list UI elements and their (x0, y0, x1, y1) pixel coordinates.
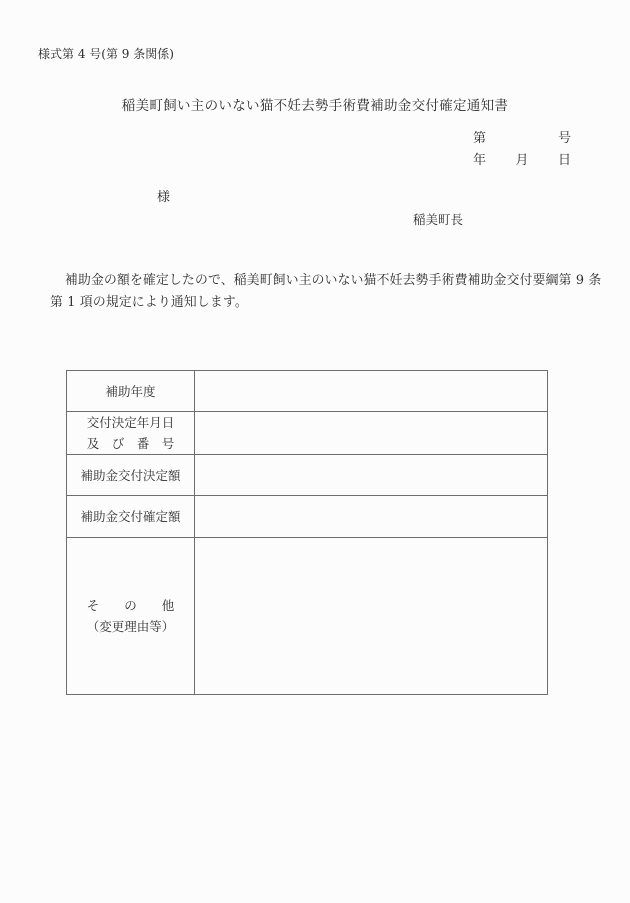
row-label-subsidy-year: 補助年度 (67, 371, 195, 412)
table-row-other (67, 538, 548, 695)
row-value-decision-date-number (195, 412, 548, 455)
date-day-label: 日 (557, 153, 571, 168)
document-title: 稲美町飼い主のいない猫不妊去勢手術費補助金交付確定通知書 (121, 98, 509, 114)
sender-title: 稲美町長 (413, 212, 464, 227)
table-row-confirmed-amount (67, 496, 548, 538)
body-paragraph-line2: 第 1 項の規定により通知します。 (50, 295, 248, 310)
doc-number-suffix: 号 (557, 131, 571, 146)
form-number: 様式第 4 号(第 9 条関係) (38, 47, 174, 61)
date-month-label: 月 (515, 153, 529, 168)
doc-number-line (473, 130, 571, 147)
row-value-decided-amount (195, 455, 548, 496)
addressee-honorific: 様 (157, 190, 171, 205)
body-paragraph-line1: 補助金の額を確定したので、稲美町飼い主のいない猫不妊去勢手術費補助金交付要綱第 9 条 (65, 273, 602, 288)
row-value-other (195, 538, 548, 695)
row-label-decided-amount: 補助金交付決定額 (67, 455, 195, 496)
notification-table (66, 370, 548, 695)
row-value-confirmed-amount (195, 496, 548, 538)
table-row-decision-date-number (67, 412, 548, 455)
row-value-subsidy-year (195, 371, 548, 412)
date-line (473, 152, 571, 169)
doc-number-prefix: 第 (473, 131, 487, 146)
row-label-decision-date-number: 交付決定年月日 及 び 番 号 (67, 412, 195, 455)
row-label-other: そ の 他 （変更理由等） (67, 538, 195, 695)
table-row-subsidy-year (67, 371, 548, 412)
date-year-label: 年 (473, 153, 487, 168)
row-label-confirmed-amount: 補助金交付確定額 (67, 496, 195, 538)
table-row-decided-amount (67, 455, 548, 496)
